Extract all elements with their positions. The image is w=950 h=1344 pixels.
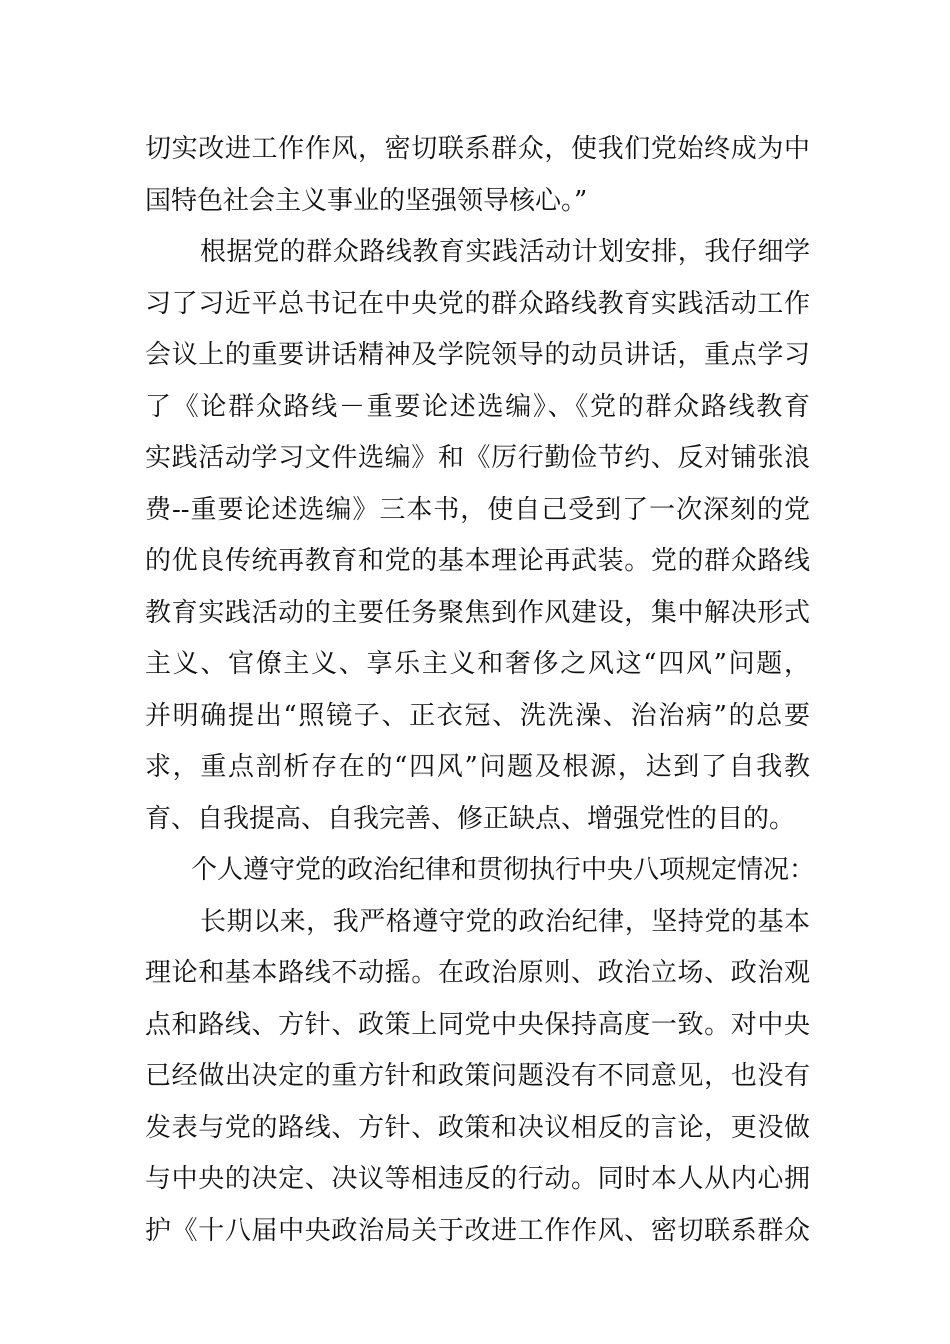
text-line: 发表与党的路线、方针、政策和决议相反的言论，更没做 [145,1112,810,1143]
text-line: 切实改进工作作风，密切联系群众，使我们党始终成为中 [145,134,810,164]
text-line: 已经做出决定的重方针和政策问题没有不同意见，也没有 [145,1061,810,1091]
text-line: 护《十八届中央政治局关于改进工作作风、密切联系群众 [145,1215,810,1246]
text-line: 实践活动学习文件选编》和《厉行勤俭节约、反对铺张浪 [145,443,810,473]
text-line: 长期以来，我严格遵守党的政治纪律，坚持党的基本 [200,906,810,937]
text-line: 了《论群众路线－重要论述选编》、《党的群众路线教育 [145,391,810,422]
text-line: 会议上的重要讲话精神及学院领导的动员讲话，重点学习 [145,340,810,370]
text-line: 并明确提出“照镜子、正衣冠、洗洗澡、治治病”的总要 [145,700,810,731]
text-line: 点和路线、方针、政策上同党中央保持高度一致。对中央 [145,1009,810,1040]
text-line: 教育实践活动的主要任务聚焦到作风建设，集中解决形式 [145,597,810,628]
text-line: 育、自我提高、自我完善、修正缺点、增强党性的目的。 [145,803,796,834]
text-line: 与中央的决定、决议等相违反的行动。同时本人从内心拥 [145,1164,810,1194]
text-line: 费--重要论述选编》三本书，使自己受到了一次深刻的党 [145,494,810,525]
body-text [145,124,816,1257]
text-line: 理论和基本路线不动摇。在政治原则、政治立场、政治观 [145,958,810,988]
text-line: 习了习近平总书记在中央党的群众路线教育实践活动工作 [145,288,810,319]
text-line: 根据党的群众路线教育实践活动计划安排，我仔细学 [200,237,810,267]
text-line: 求，重点剖析存在的“四风”问题及根源，达到了自我教 [145,752,810,782]
text-line: 主义、官僚主义、享乐主义和奢侈之风这“四风”问题， [145,649,810,679]
text-line: 国特色社会主义事业的坚强领导核心。” [145,185,588,216]
text-line: 的优良传统再教育和党的基本理论再武装。党的群众路线 [145,546,810,576]
text-line: 个人遵守党的政治纪律和贯彻执行中央八项规定情况： [191,855,816,885]
